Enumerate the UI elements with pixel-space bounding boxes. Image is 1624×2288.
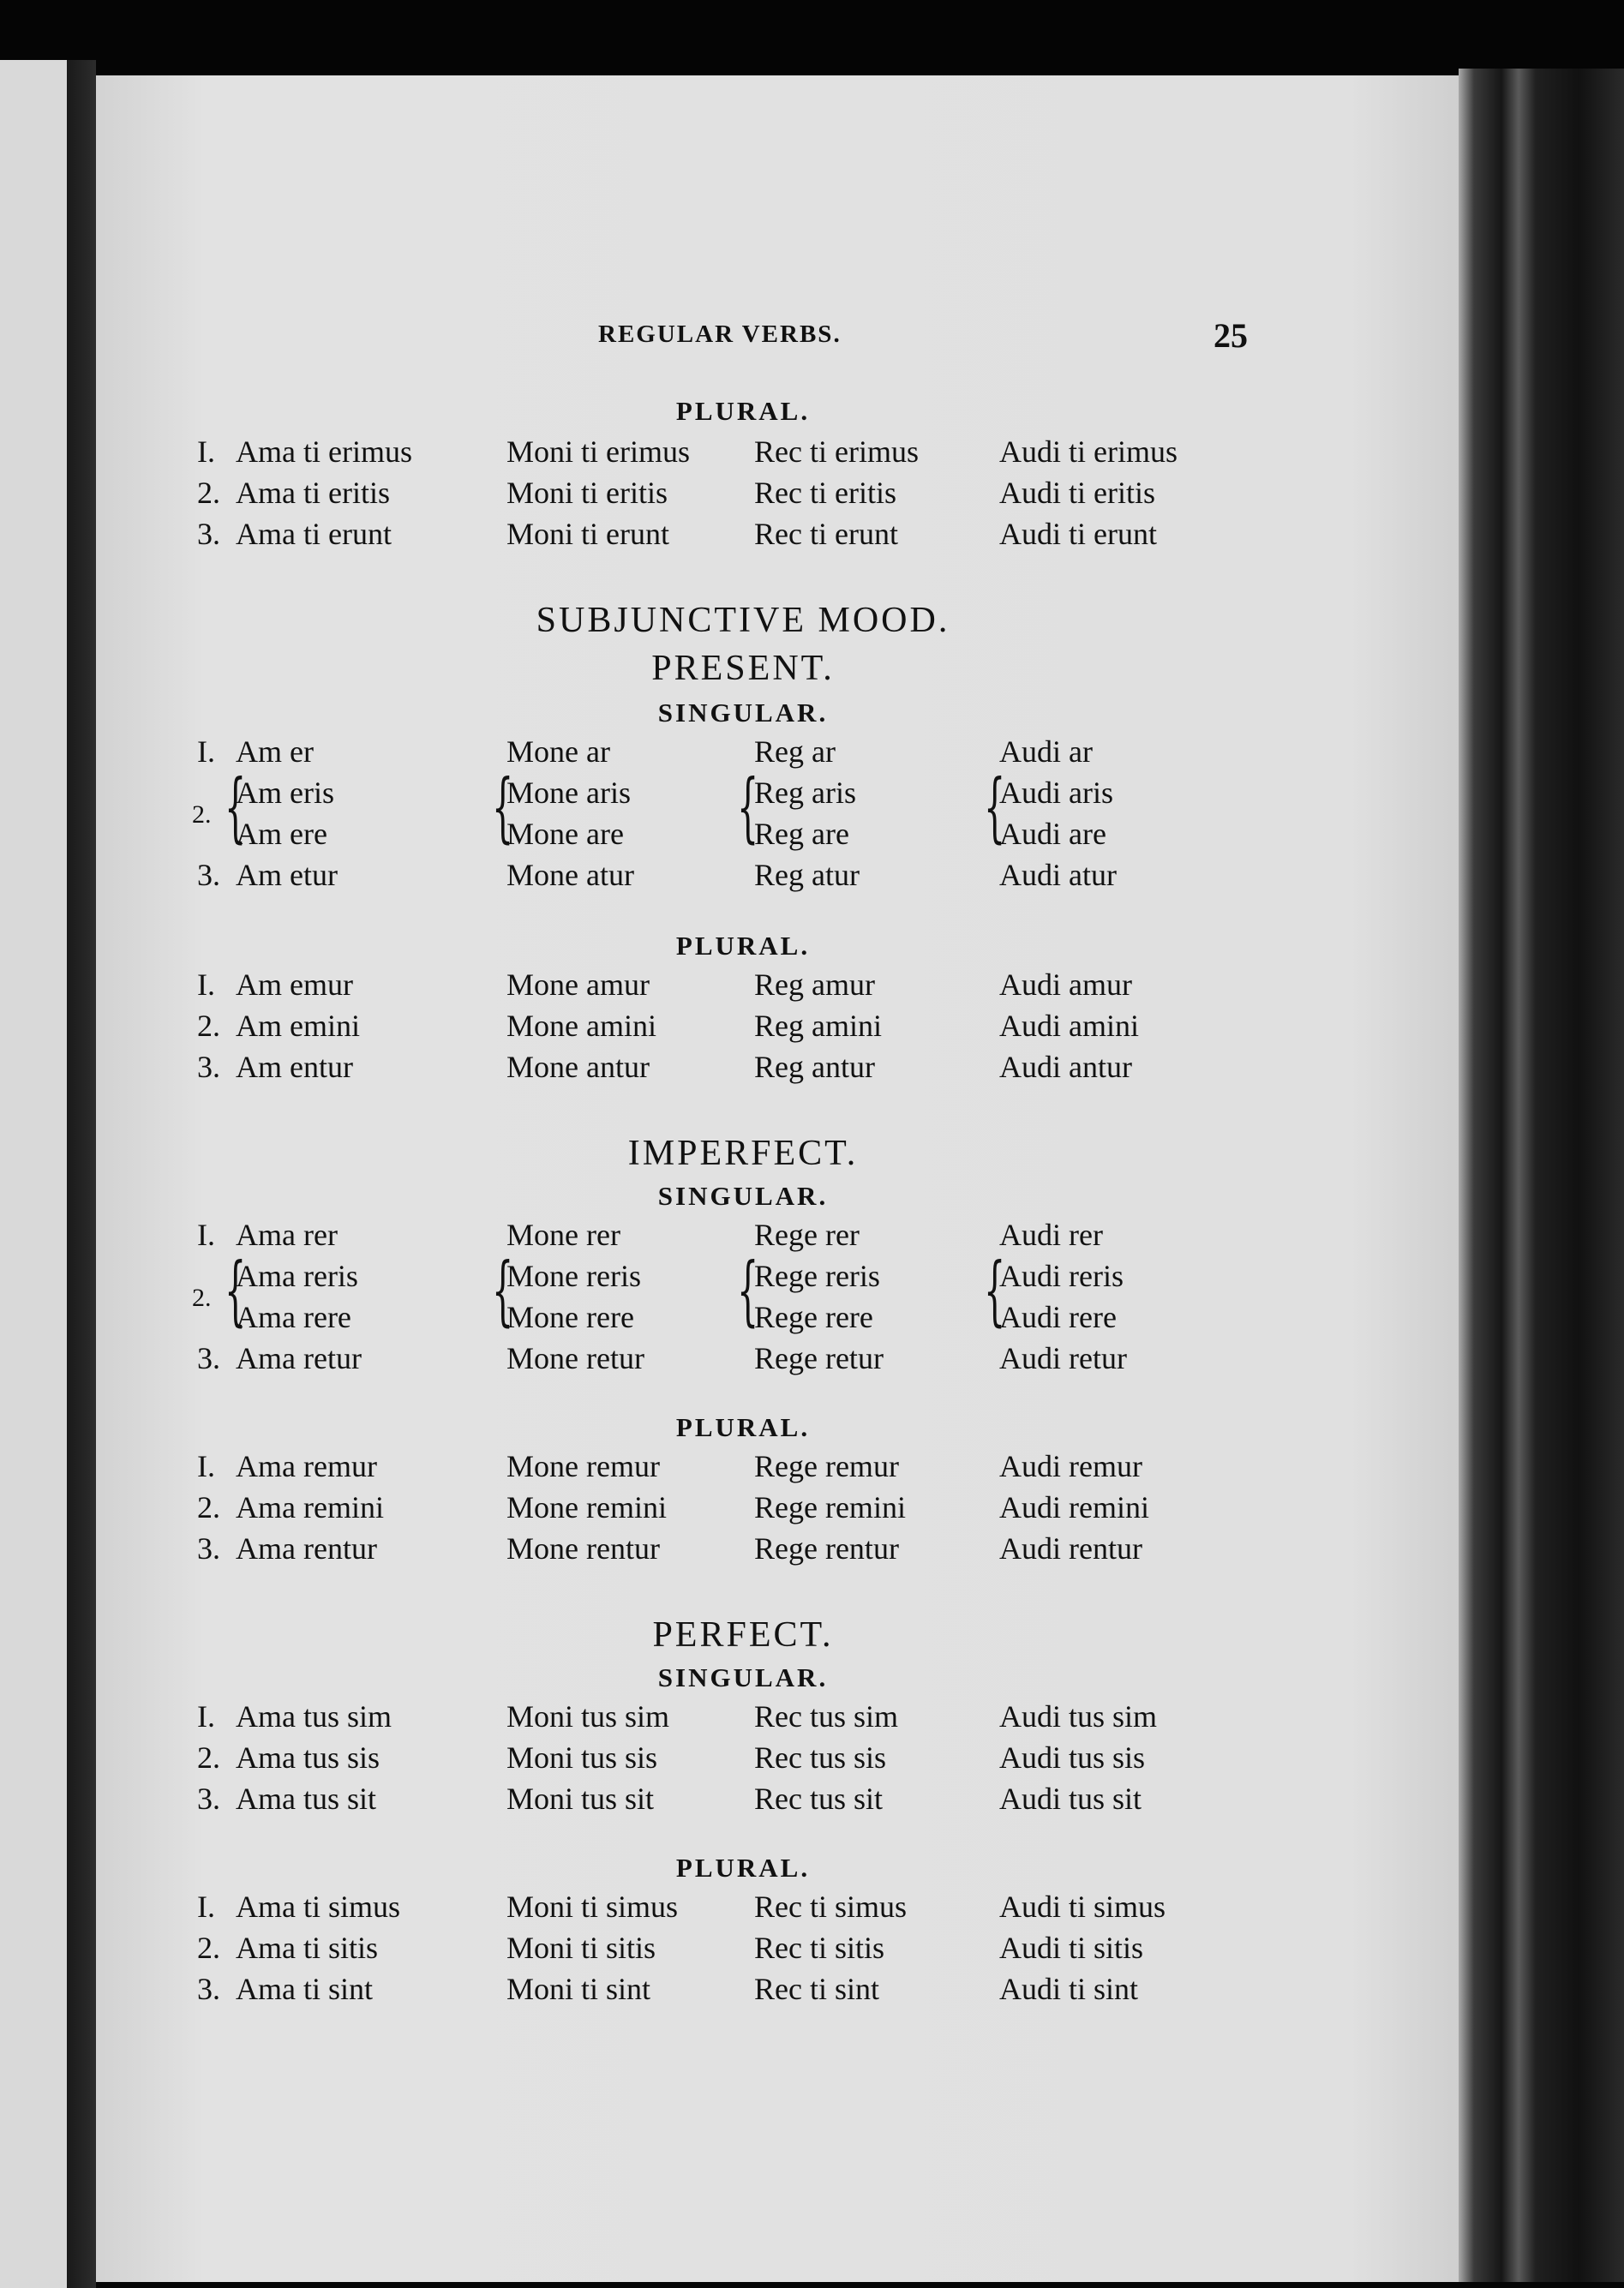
verb-form: Audi reris <box>999 1259 1124 1293</box>
imperfect-plural-heading: PLURAL. <box>675 1412 811 1442</box>
verb-form: Mone aris <box>506 776 631 810</box>
verb-form: Reg amini <box>754 1009 882 1043</box>
mood-title: SUBJUNCTIVE MOOD. <box>536 601 950 640</box>
verb-form: Ama rentur <box>236 1531 377 1566</box>
verb-form: Moni tus sis <box>506 1740 658 1775</box>
verb-form: Rec ti sitis <box>754 1931 884 1965</box>
verb-form: Rec ti sint <box>754 1972 879 2006</box>
perfect-plural-heading: PLURAL. <box>675 1853 811 1883</box>
person-number: I. <box>197 1890 215 1924</box>
person-number: 3. <box>197 1531 220 1566</box>
brace-mark: { <box>492 1246 514 1334</box>
verb-form: Am entur <box>236 1050 353 1084</box>
verb-form: Ama tus sit <box>236 1782 377 1816</box>
verb-form: Moni tus sit <box>506 1782 655 1816</box>
verb-form: Am eris <box>236 776 334 810</box>
verb-form: Ama rere <box>236 1300 351 1334</box>
person-number: 3. <box>197 1972 220 2006</box>
person-number: I. <box>197 1218 215 1252</box>
verb-form: Reg ar <box>754 734 836 769</box>
verb-form: Reg atur <box>754 858 860 892</box>
brace-mark: { <box>225 1246 247 1334</box>
table-row <box>96 1781 1381 1824</box>
verb-form: Mone remur <box>506 1449 660 1483</box>
verb-form: Audi remur <box>999 1449 1142 1483</box>
person-number: 2. <box>197 1490 220 1524</box>
table-row <box>96 1448 1381 1491</box>
verb-form: Rege reris <box>754 1259 880 1293</box>
verb-form: Ama ti erunt <box>236 517 392 551</box>
verb-form: Am etur <box>236 858 338 892</box>
verb-form: Mone amur <box>506 967 650 1002</box>
verb-form: Audi are <box>999 817 1106 851</box>
perfect-singular-heading: SINGULAR. <box>657 1662 829 1692</box>
verb-form: Ama remini <box>236 1490 384 1524</box>
person-number: 3. <box>197 1782 220 1816</box>
verb-form: Audi rere <box>999 1300 1117 1334</box>
verb-form: Moni ti simus <box>506 1890 679 1924</box>
verb-form: Audi ti simus <box>999 1890 1166 1924</box>
verb-form: Am emur <box>236 967 353 1002</box>
person-number: I. <box>197 434 215 469</box>
verb-form: Rege rentur <box>754 1531 899 1566</box>
verb-form: Ama reris <box>236 1259 358 1293</box>
verb-form: Audi atur <box>999 858 1117 892</box>
left-page-edge <box>0 60 96 2288</box>
table-row <box>96 434 1381 476</box>
table-row <box>96 1740 1381 1782</box>
brace-mark: { <box>737 763 759 851</box>
verb-form: Ama tus sis <box>236 1740 381 1775</box>
table-row <box>96 475 1381 518</box>
verb-form: Moni ti sitis <box>506 1931 656 1965</box>
person-number: I. <box>197 734 215 769</box>
verb-form: Mone rer <box>506 1218 620 1252</box>
verb-form: Mone ar <box>506 734 610 769</box>
brace-mark: { <box>984 1246 1006 1334</box>
person-number: I. <box>197 1449 215 1483</box>
book-page <box>96 75 1459 2282</box>
person-number: 3. <box>197 858 220 892</box>
verb-form: Audi retur <box>999 1341 1127 1375</box>
person-number: 2. <box>192 800 212 829</box>
table-row <box>96 1971 1381 2014</box>
verb-form: Ama retur <box>236 1341 362 1375</box>
verb-form: Reg antur <box>754 1050 875 1084</box>
verb-form: Mone reris <box>506 1259 641 1293</box>
verb-form: Rec ti simus <box>754 1890 907 1924</box>
verb-form: Audi ti sint <box>999 1972 1139 2006</box>
person-number: 3. <box>197 1341 220 1375</box>
table-row <box>96 1930 1381 1973</box>
present-title: PRESENT. <box>651 649 835 688</box>
verb-form: Audi ar <box>999 734 1093 769</box>
verb-form: Ama rer <box>236 1218 338 1252</box>
verb-form: Audi antur <box>999 1050 1132 1084</box>
verb-form: Reg are <box>754 817 849 851</box>
verb-form: Audi rentur <box>999 1531 1142 1566</box>
verb-form: Rec tus sis <box>754 1740 887 1775</box>
table-row <box>96 1530 1381 1573</box>
verb-form: Am emini <box>236 1009 360 1043</box>
verb-form: Ama ti sint <box>236 1972 373 2006</box>
imperfect-singular-heading: SINGULAR. <box>657 1181 829 1211</box>
verb-form: Mone amini <box>506 1009 656 1043</box>
verb-form: Rec ti erimus <box>754 434 919 469</box>
verb-form: Ama ti eritis <box>236 476 390 510</box>
present-plural-heading: PLURAL. <box>675 931 811 961</box>
verb-form: Audi tus sit <box>999 1782 1142 1816</box>
person-number: 2. <box>197 476 220 510</box>
verb-form: Moni ti sint <box>506 1972 651 2006</box>
verb-form: Reg aris <box>754 776 856 810</box>
plural-heading: PLURAL. <box>675 396 811 426</box>
person-number: I. <box>197 1699 215 1734</box>
person-number: 2. <box>197 1009 220 1043</box>
verb-form: Rege remur <box>754 1449 899 1483</box>
table-row <box>96 516 1381 559</box>
verb-form: Audi ti erunt <box>999 517 1157 551</box>
verb-form: Mone rere <box>506 1300 634 1334</box>
verb-form: Moni ti eritis <box>506 476 668 510</box>
present-singular-heading: SINGULAR. <box>657 698 829 728</box>
verb-form: Moni tus sim <box>506 1699 670 1734</box>
brace-mark: { <box>984 763 1006 851</box>
table-row <box>96 967 1381 1009</box>
brace-mark: { <box>492 763 514 851</box>
verb-form: Moni ti erunt <box>506 517 669 551</box>
verb-form: Rec ti eritis <box>754 476 896 510</box>
imperfect-title: IMPERFECT. <box>627 1134 859 1173</box>
brace-mark: { <box>225 763 247 851</box>
verb-form: Am ere <box>236 817 327 851</box>
verb-form: Ama ti simus <box>236 1890 401 1924</box>
verb-form: Audi ti eritis <box>999 476 1155 510</box>
verb-form: Ama ti erimus <box>236 434 412 469</box>
verb-form: Mone remini <box>506 1490 667 1524</box>
person-number: 2. <box>197 1740 220 1775</box>
verb-form: Moni ti erimus <box>506 434 690 469</box>
verb-form: Audi ti sitis <box>999 1931 1144 1965</box>
table-row <box>96 1889 1381 1932</box>
verb-form: Mone atur <box>506 858 634 892</box>
table-row <box>96 1698 1381 1741</box>
person-number: 3. <box>197 517 220 551</box>
verb-form: Audi remini <box>999 1490 1149 1524</box>
book-spine <box>1459 69 1624 2282</box>
verb-form: Audi tus sim <box>999 1699 1158 1734</box>
page-number: 25 <box>1214 316 1248 355</box>
verb-form: Mone rentur <box>506 1531 660 1566</box>
verb-form: Rege retur <box>754 1341 884 1375</box>
verb-form: Audi aris <box>999 776 1113 810</box>
person-number: 2. <box>192 1284 212 1312</box>
verb-form: Audi tus sis <box>999 1740 1146 1775</box>
brace-mark: { <box>737 1246 759 1334</box>
verb-form: Rec ti erunt <box>754 517 898 551</box>
verb-form: Rege rere <box>754 1300 873 1334</box>
person-number: 3. <box>197 1050 220 1084</box>
verb-form: Audi ti erimus <box>999 434 1178 469</box>
verb-form: Ama remur <box>236 1449 377 1483</box>
running-head-title: REGULAR VERBS. <box>598 320 842 348</box>
person-number: 2. <box>197 1931 220 1965</box>
table-row <box>96 1049 1381 1092</box>
verb-form: Audi amur <box>999 967 1132 1002</box>
table-row <box>96 857 1381 900</box>
verb-form: Rec tus sim <box>754 1699 898 1734</box>
verb-form: Rege remini <box>754 1490 906 1524</box>
verb-form: Rege rer <box>754 1218 860 1252</box>
table-row <box>96 1489 1381 1532</box>
perfect-title: PERFECT. <box>652 1615 834 1655</box>
verb-form: Rec tus sit <box>754 1782 883 1816</box>
verb-form: Ama ti sitis <box>236 1931 379 1965</box>
verb-form: Mone antur <box>506 1050 650 1084</box>
verb-form: Reg amur <box>754 967 875 1002</box>
verb-form: Mone are <box>506 817 624 851</box>
verb-form: Audi rer <box>999 1218 1103 1252</box>
verb-form: Am er <box>236 734 314 769</box>
person-number: I. <box>197 967 215 1002</box>
verb-form: Mone retur <box>506 1341 644 1375</box>
verb-form: Audi amini <box>999 1009 1139 1043</box>
verb-form: Ama tus sim <box>236 1699 393 1734</box>
table-row <box>96 1008 1381 1051</box>
table-row <box>96 1340 1381 1383</box>
